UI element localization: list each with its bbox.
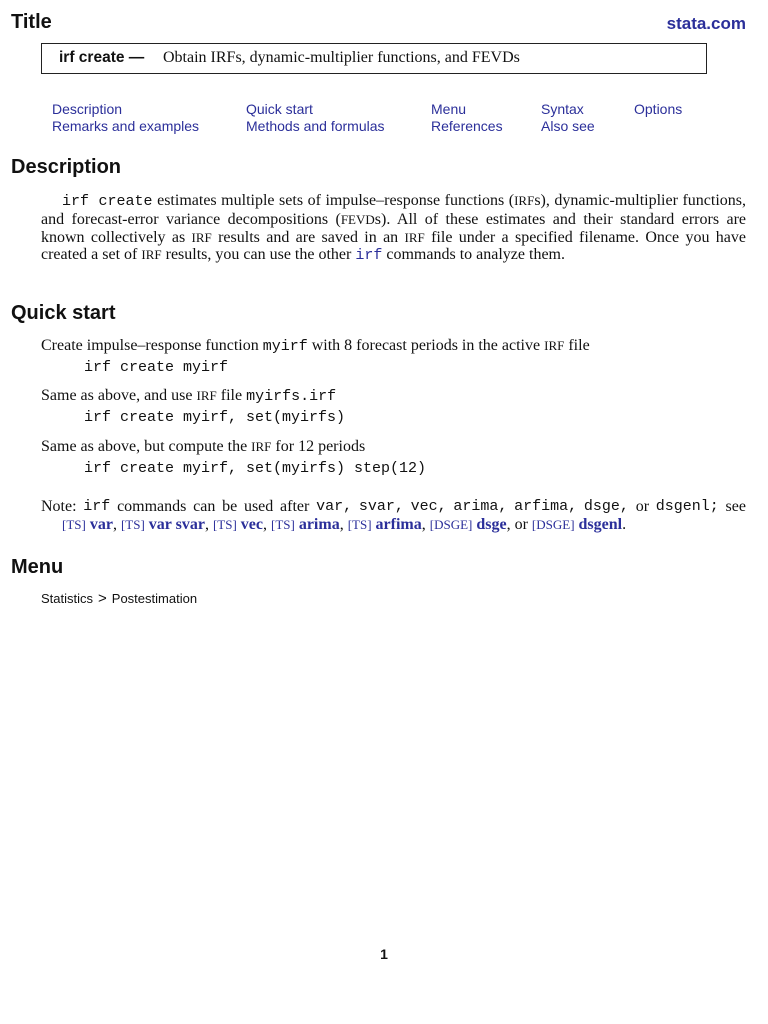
section-heading-quick-start: Quick start	[11, 302, 116, 324]
ref-link-vec[interactable]: vec	[240, 516, 263, 533]
quick-start-item-1: Create impulse–response function myirf with 8 forecast periods in the active IRF file	[41, 337, 590, 355]
page-number: 1	[380, 946, 388, 962]
irf-command-link[interactable]: irf	[355, 247, 383, 265]
quick-start-code-1: irf create myirf	[84, 359, 229, 376]
title-command: irf create —	[59, 49, 145, 66]
ref-link-arima[interactable]: arima	[298, 516, 340, 533]
nav-link-quick-start[interactable]: Quick start	[246, 101, 313, 117]
ref-link-var[interactable]: var	[89, 516, 113, 533]
note-line-1: Note: irf commands can be used after var, svar, vec, arima, arfima, dsge, or dsgenl; see	[41, 498, 746, 515]
nav-link-options[interactable]: Options	[634, 101, 683, 117]
ref-link-dsgenl[interactable]: dsgenl	[578, 516, 623, 533]
nav-link-references[interactable]: References	[431, 118, 503, 134]
nav-link-remarks[interactable]: Remarks and examples	[52, 118, 200, 134]
nav-link-menu[interactable]: Menu	[431, 101, 467, 117]
ref-link-arfima[interactable]: arfima	[375, 516, 422, 533]
menu-path	[41, 590, 197, 607]
note-line-2: [TS] var, [TS] var svar, [TS] vec, [TS] arima, [TS] arfima, [DSGE] dsge, or [DSGE] dsgenl.	[62, 516, 627, 533]
section-heading-description: Description	[11, 156, 122, 178]
title-box	[41, 43, 707, 74]
menu-path-postestimation: Postestimation	[111, 591, 198, 606]
quick-start-item-3: Same as above, but compute the IRF for 12 periods	[41, 438, 366, 455]
description-paragraph: irf create estimates multiple sets of impulse–response functions (IRFs), dynamic-multiplier functions, and forecast-error variance decompositions (FEVDs). All of these estimates and their standard errors are known collectively as IRF results and are saved in an IRF file under a specified filename. Once you have created a set of IRF results, you can use the other irf commands to analyze them.	[41, 192, 747, 265]
menu-separator-icon: >	[98, 590, 107, 607]
quick-start-item-2: Same as above, and use IRF file myirfs.irf	[41, 387, 337, 405]
nav-link-description[interactable]: Description	[52, 101, 123, 117]
nav-link-methods[interactable]: Methods and formulas	[246, 118, 385, 134]
quick-start-code-3: irf create myirf, set(myirfs) step(12)	[84, 460, 427, 477]
note-paragraph	[41, 498, 746, 534]
quick-start-code-2: irf create myirf, set(myirfs)	[84, 409, 346, 426]
ref-link-dsge[interactable]: dsge	[476, 516, 507, 533]
ref-link-var-svar[interactable]: var svar	[148, 516, 205, 533]
menu-path-statistics: Statistics	[41, 591, 94, 606]
title-description: Obtain IRFs, dynamic-multiplier functions, and FEVDs	[163, 49, 520, 66]
inline-command: irf create	[62, 193, 153, 210]
section-heading-menu: Menu	[11, 556, 64, 578]
nav-link-syntax[interactable]: Syntax	[541, 101, 584, 117]
nav-link-also-see[interactable]: Also see	[541, 118, 595, 134]
stata-site-link[interactable]: stata.com	[666, 14, 746, 33]
title-heading: Title	[11, 11, 52, 33]
